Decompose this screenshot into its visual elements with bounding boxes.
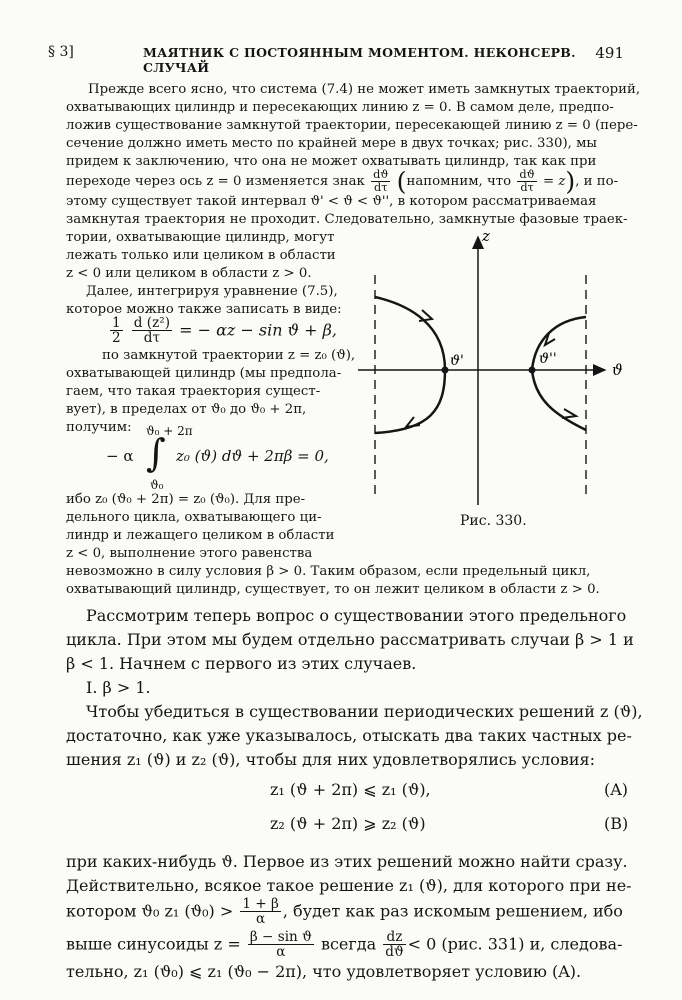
text-line: Рассмотрим теперь вопрос о существовании этого предельного: [86, 606, 627, 625]
point-theta-prime: [442, 367, 449, 374]
text-line-with-fraction: котором ϑ₀ z₁ (ϑ₀) > $\frac{1 + \beta}{\alpha}$ , будет как раз искомым решением, ибо: [66, 896, 623, 928]
phase-figure: [350, 225, 625, 510]
text-line: невозможно в силу условия β > 0. Таким образом, если предельный цикл,: [66, 564, 591, 579]
left-trajectory: [375, 297, 445, 433]
text-line: сечение должно иметь место по крайней мере в двух точках; рис. 330), мы: [66, 136, 598, 151]
running-title: МАЯТНИК С ПОСТОЯННЫМ МОМЕНТОМ. НЕКОНСЕРВ. СЛУЧАЙ: [143, 45, 576, 75]
text-line: тельно, z₁ (ϑ₀) ⩽ z₁ (ϑ₀ − 2π), что удовлетворяет условию (A).: [66, 962, 582, 981]
text-line: лежать только или целиком в области: [66, 248, 336, 263]
text-line: шения z₁ (ϑ) и z₂ (ϑ), чтобы для них удовлетворялись условия:: [66, 750, 595, 769]
text-line: β < 1. Начнем с первого из этих случаев.: [66, 654, 417, 673]
running-header: [48, 44, 624, 75]
condition-a-label: (A): [604, 780, 629, 799]
text-line-with-fractions: переходе через ось z = 0 изменяется знак $\frac{dϑ}{d\tau}$ (напомним, что $\frac{dϑ}{d\tau}$ = z), и по-: [66, 167, 619, 196]
text-line: которое можно также записать в виде:: [66, 302, 342, 317]
theta-axis-label: ϑ: [612, 361, 623, 379]
text-line: ибо z₀ (ϑ₀ + 2π) = z₀ (ϑ₀). Для пре-: [66, 492, 306, 507]
theta-double-prime-label: ϑ'': [539, 351, 557, 367]
text-line: при каких-нибудь ϑ. Первое из этих решений можно найти сразу.: [66, 852, 628, 871]
text-line: замкнутая траектория не проходит. Следовательно, замкнутые фазовые траек-: [66, 212, 628, 227]
theta-prime-label: ϑ': [450, 353, 464, 369]
text-line: ложив существование замкнутой траектории, пересекающей линию z = 0 (пере-: [66, 118, 638, 133]
section-number: § 3]: [48, 44, 74, 60]
text-line: цикла. При этом мы будем отдельно рассматривать случаи β > 1 и: [66, 630, 634, 649]
text-line: по замкнутой траектории z = z₀ (ϑ),: [102, 348, 356, 363]
z-axis-label: z: [482, 227, 490, 245]
text-line: охватывающий цилиндр, существует, то он лежит целиком в области z > 0.: [66, 582, 600, 597]
left-arrow-bottom: [406, 417, 420, 427]
condition-b: z₂ (ϑ + 2π) ⩾ z₂ (ϑ): [270, 814, 426, 833]
text-line: линдр и лежащего целиком в области: [66, 528, 335, 543]
text-line: Прежде всего ясно, что система (7.4) не может иметь замкнутых траекторий,: [88, 82, 641, 97]
text-line: Далее, интегрируя уравнение (7.5),: [86, 284, 338, 299]
equation: $\frac{1}{2}$ $\frac{\text{d (z²)}}{d\tau}$ = − αz − sin ϑ + β,: [112, 315, 337, 347]
text-line: вует), в пределах от ϑ₀ до ϑ₀ + 2π,: [66, 402, 307, 417]
text-line: Действительно, всякое такое решение z₁ (ϑ), для которого при не-: [66, 876, 632, 895]
text-line: I. β > 1.: [86, 678, 151, 697]
text-line: тории, охватывающие цилиндр, могут: [66, 230, 335, 245]
text-line: гаем, что такая траектория сущест-: [66, 384, 321, 399]
text-line: охватывающих цилиндр и пересекающих линию z = 0. В самом деле, предпо-: [66, 100, 614, 115]
condition-b-label: (B): [604, 814, 629, 833]
text-line: придем к заключению, что она не может охватывать цилиндр, так как при: [66, 154, 597, 169]
fraction: $\frac{dϑ}{d\tau}$: [519, 168, 535, 194]
text-line: Чтобы убедиться в существовании периодических решений z (ϑ),: [86, 702, 643, 721]
text-line: получим:: [66, 420, 132, 435]
condition-a: z₁ (ϑ + 2π) ⩽ z₁ (ϑ),: [270, 780, 431, 799]
fraction: $\frac{dϑ}{d\tau}$: [373, 168, 389, 194]
text-line: охватывающей цилиндр (мы предпола-: [66, 366, 342, 381]
text-line: z < 0 или целиком в области z > 0.: [66, 266, 312, 281]
right-trajectory: [532, 317, 586, 430]
text-line: достаточно, как уже указывалось, отыскать два таких частных ре-: [66, 726, 632, 745]
figure-caption: Рис. 330.: [460, 513, 527, 529]
point-theta-double-prime: [529, 367, 536, 374]
text-line: дельного цикла, охватывающего ци-: [66, 510, 322, 525]
text-line: этому существует такой интервал ϑ' < ϑ < ϑ'', в котором рассматриваемая: [66, 194, 597, 209]
text-line: z < 0, выполнение этого равенства: [66, 546, 313, 561]
text-line-with-fraction: выше синусоиды z = $\frac{\text{β − sin ϑ}}{\alpha}$ всегда $\frac{dz}{dϑ}$ < 0 (рис. 331) и, следова-: [66, 929, 623, 961]
page-number: 491: [595, 44, 624, 62]
